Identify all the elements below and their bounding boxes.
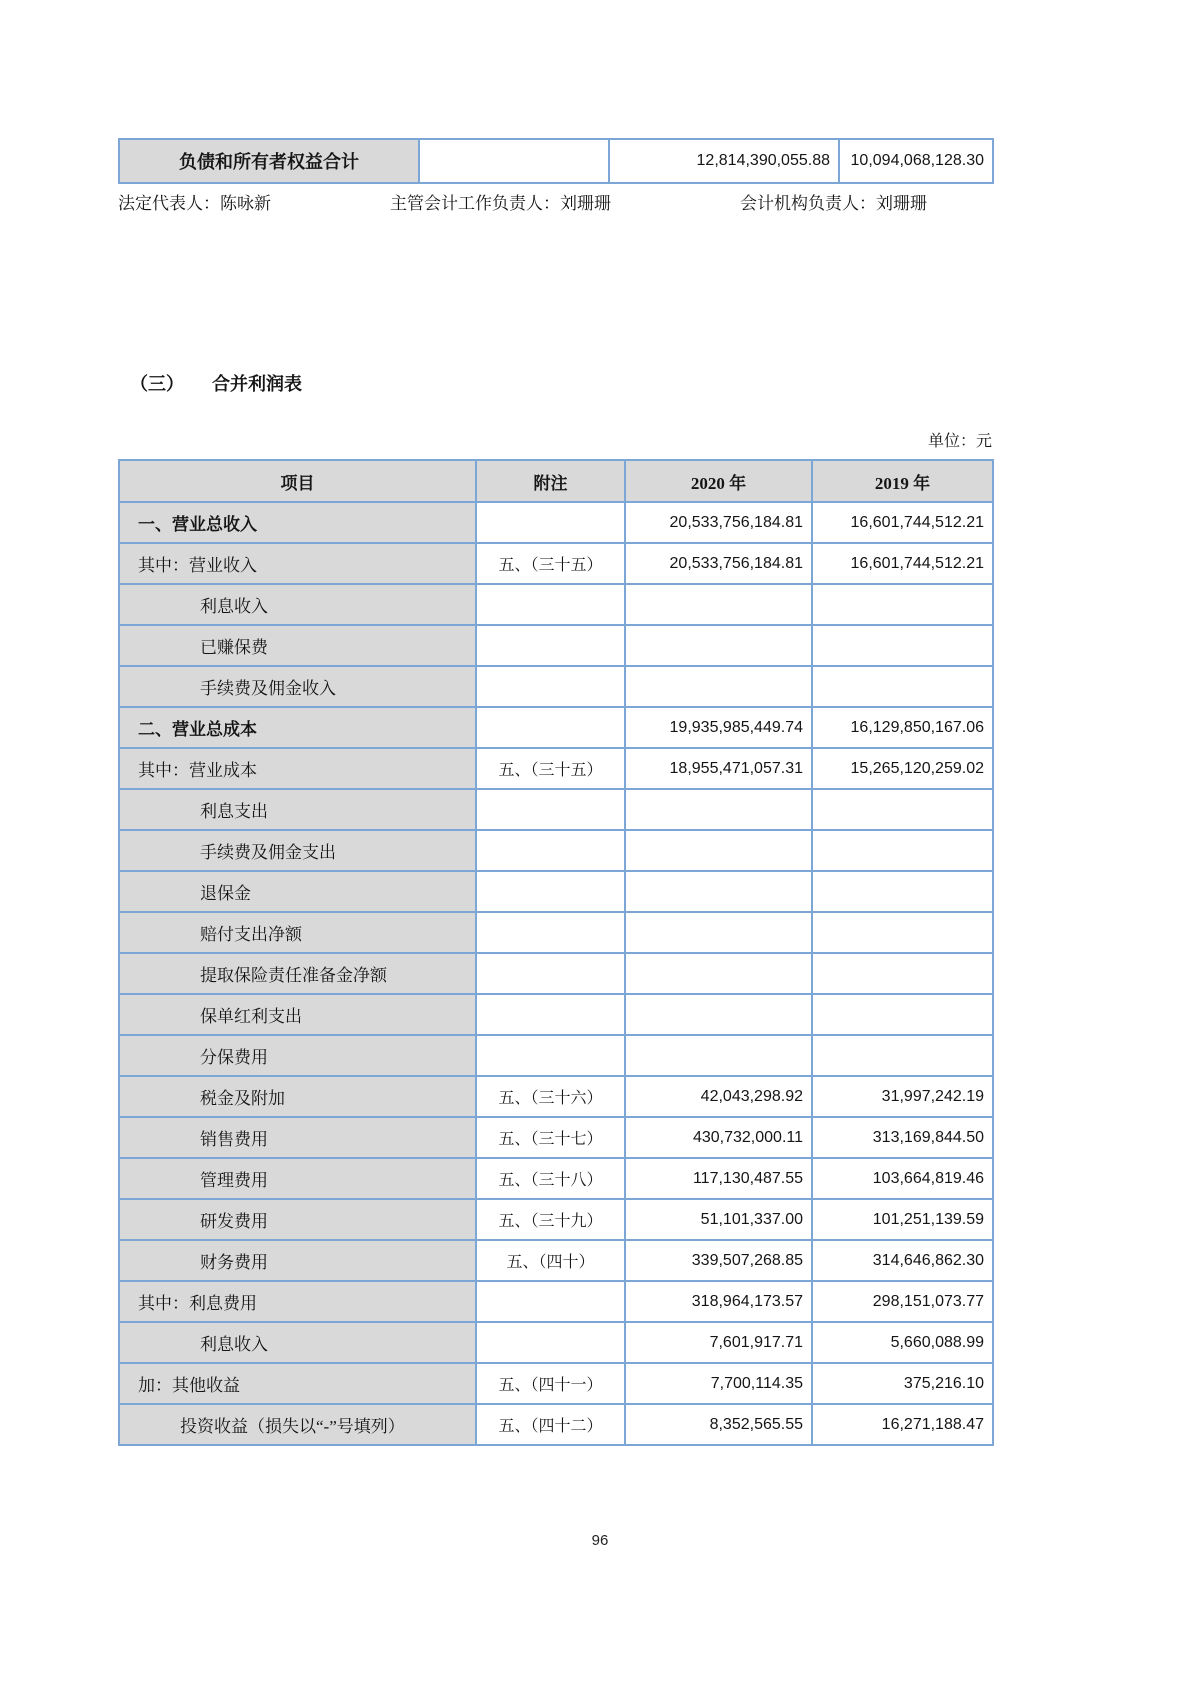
- value-2019-cell: [812, 625, 993, 666]
- value-2019-cell: [812, 953, 993, 994]
- value-2020-cell: [625, 666, 812, 707]
- value-2019-cell: 101,251,139.59: [812, 1199, 993, 1240]
- value-2019-cell: 16,129,850,167.06: [812, 707, 993, 748]
- table-row: [119, 1199, 993, 1240]
- balance-total-label-cell: 负债和所有者权益合计: [119, 139, 419, 183]
- value-2019-cell: [812, 666, 993, 707]
- table-row: [119, 1404, 993, 1445]
- value-2019-cell: [812, 912, 993, 953]
- table-row: [119, 1240, 993, 1281]
- item-cell: 财务费用: [119, 1240, 476, 1281]
- value-2019-cell: 16,601,744,512.21: [812, 543, 993, 584]
- value-2019-cell: [812, 871, 993, 912]
- value-2020-cell: 8,352,565.55: [625, 1404, 812, 1445]
- note-cell: [476, 1035, 625, 1076]
- value-2019-cell: [812, 830, 993, 871]
- value-2019-cell: [812, 584, 993, 625]
- note-cell: [476, 912, 625, 953]
- value-2019-cell: 15,265,120,259.02: [812, 748, 993, 789]
- income-statement-body: [119, 502, 993, 1445]
- note-cell: [476, 1322, 625, 1363]
- note-cell: [476, 871, 625, 912]
- item-cell: 销售费用: [119, 1117, 476, 1158]
- balance-total-note-cell: [419, 139, 609, 183]
- item-cell: 分保费用: [119, 1035, 476, 1076]
- section-title: 合并利润表: [212, 374, 302, 394]
- value-2020-cell: [625, 994, 812, 1035]
- value-2020-cell: 7,601,917.71: [625, 1322, 812, 1363]
- note-cell: 五、（四十一）: [476, 1363, 625, 1404]
- table-row: [119, 789, 993, 830]
- note-cell: [476, 707, 625, 748]
- signature-row: [118, 189, 992, 211]
- item-cell: 手续费及佣金支出: [119, 830, 476, 871]
- value-2019-cell: 314,646,862.30: [812, 1240, 993, 1281]
- unit-label: 单位：元: [927, 433, 992, 450]
- value-2020-cell: 18,955,471,057.31: [625, 748, 812, 789]
- accounting-department-head: 会计机构负责人：刘珊珊: [740, 194, 927, 213]
- item-cell: 赔付支出净额: [119, 912, 476, 953]
- table-row: [119, 748, 993, 789]
- value-2020-cell: 430,732,000.11: [625, 1117, 812, 1158]
- balance-total-table: [118, 138, 994, 184]
- note-cell: [476, 789, 625, 830]
- note-cell: 五、（三十五）: [476, 543, 625, 584]
- table-row: [119, 1117, 993, 1158]
- value-2020-cell: 20,533,756,184.81: [625, 543, 812, 584]
- table-row: [119, 707, 993, 748]
- item-cell: 手续费及佣金收入: [119, 666, 476, 707]
- value-2020-cell: 117,130,487.55: [625, 1158, 812, 1199]
- value-2020-cell: [625, 912, 812, 953]
- value-2020-cell: 339,507,268.85: [625, 1240, 812, 1281]
- item-cell: 税金及附加: [119, 1076, 476, 1117]
- value-2019-cell: [812, 789, 993, 830]
- item-cell: 利息收入: [119, 1322, 476, 1363]
- table-row: [119, 994, 993, 1035]
- item-cell: 二、营业总成本: [119, 707, 476, 748]
- note-cell: [476, 584, 625, 625]
- note-cell: 五、（三十九）: [476, 1199, 625, 1240]
- table-row: [119, 912, 993, 953]
- section-index: （三）: [130, 374, 184, 394]
- value-2019-cell: 298,151,073.77: [812, 1281, 993, 1322]
- note-cell: 五、（四十二）: [476, 1404, 625, 1445]
- value-2019-cell: [812, 994, 993, 1035]
- column-header-item: 项目: [119, 460, 476, 502]
- income-statement-table: [118, 459, 994, 1446]
- value-2020-cell: 20,533,756,184.81: [625, 502, 812, 543]
- column-header-2019: 2019 年: [812, 460, 993, 502]
- value-2020-cell: [625, 1035, 812, 1076]
- table-row: [119, 1281, 993, 1322]
- balance-total-row: [119, 139, 993, 183]
- note-cell: [476, 1281, 625, 1322]
- table-row: [119, 1158, 993, 1199]
- column-header-note: 附注: [476, 460, 625, 502]
- balance-total-2019-cell: 10,094,068,128.30: [839, 139, 993, 183]
- chief-accounting-officer: 主管会计工作负责人：刘珊珊: [390, 194, 611, 213]
- table-row: [119, 830, 993, 871]
- value-2020-cell: 19,935,985,449.74: [625, 707, 812, 748]
- item-cell: 加：其他收益: [119, 1363, 476, 1404]
- value-2019-cell: 16,271,188.47: [812, 1404, 993, 1445]
- note-cell: 五、（三十七）: [476, 1117, 625, 1158]
- note-cell: [476, 666, 625, 707]
- item-cell: 投资收益（损失以“-”号填列）: [119, 1404, 476, 1445]
- item-cell: 一、营业总收入: [119, 502, 476, 543]
- note-cell: 五、（三十五）: [476, 748, 625, 789]
- note-cell: 五、（三十六）: [476, 1076, 625, 1117]
- note-cell: [476, 953, 625, 994]
- item-cell: 保单红利支出: [119, 994, 476, 1035]
- value-2020-cell: [625, 871, 812, 912]
- value-2019-cell: 16,601,744,512.21: [812, 502, 993, 543]
- value-2020-cell: [625, 789, 812, 830]
- balance-total-2020-cell: 12,814,390,055.88: [609, 139, 839, 183]
- table-row: [119, 1363, 993, 1404]
- value-2019-cell: 313,169,844.50: [812, 1117, 993, 1158]
- note-cell: [476, 994, 625, 1035]
- legal-representative: 法定代表人：陈咏新: [118, 194, 271, 213]
- table-row: [119, 625, 993, 666]
- table-row: [119, 953, 993, 994]
- item-cell: 退保金: [119, 871, 476, 912]
- note-cell: 五、（三十八）: [476, 1158, 625, 1199]
- value-2020-cell: 7,700,114.35: [625, 1363, 812, 1404]
- item-cell: 其中：营业成本: [119, 748, 476, 789]
- value-2020-cell: 42,043,298.92: [625, 1076, 812, 1117]
- note-cell: [476, 830, 625, 871]
- value-2020-cell: [625, 830, 812, 871]
- value-2020-cell: [625, 953, 812, 994]
- item-cell: 利息支出: [119, 789, 476, 830]
- note-cell: [476, 502, 625, 543]
- item-cell: 其中：营业收入: [119, 543, 476, 584]
- header-row: [119, 460, 993, 502]
- value-2019-cell: 5,660,088.99: [812, 1322, 993, 1363]
- table-row: [119, 584, 993, 625]
- item-cell: 研发费用: [119, 1199, 476, 1240]
- table-row: [119, 1076, 993, 1117]
- table-row: [119, 543, 993, 584]
- value-2019-cell: 103,664,819.46: [812, 1158, 993, 1199]
- value-2020-cell: 51,101,337.00: [625, 1199, 812, 1240]
- value-2019-cell: 375,216.10: [812, 1363, 993, 1404]
- table-row: [119, 1035, 993, 1076]
- table-row: [119, 871, 993, 912]
- note-cell: [476, 625, 625, 666]
- value-2020-cell: [625, 584, 812, 625]
- column-header-2020: 2020 年: [625, 460, 812, 502]
- item-cell: 管理费用: [119, 1158, 476, 1199]
- value-2020-cell: 318,964,173.57: [625, 1281, 812, 1322]
- value-2020-cell: [625, 625, 812, 666]
- table-row: [119, 666, 993, 707]
- note-cell: 五、（四十）: [476, 1240, 625, 1281]
- value-2019-cell: [812, 1035, 993, 1076]
- item-cell: 已赚保费: [119, 625, 476, 666]
- table-row: [119, 502, 993, 543]
- item-cell: 利息收入: [119, 584, 476, 625]
- item-cell: 提取保险责任准备金净额: [119, 953, 476, 994]
- table-row: [119, 1322, 993, 1363]
- value-2019-cell: 31,997,242.19: [812, 1076, 993, 1117]
- page-number: 96: [591, 1532, 609, 1549]
- item-cell: 其中：利息费用: [119, 1281, 476, 1322]
- section-heading: [130, 370, 302, 396]
